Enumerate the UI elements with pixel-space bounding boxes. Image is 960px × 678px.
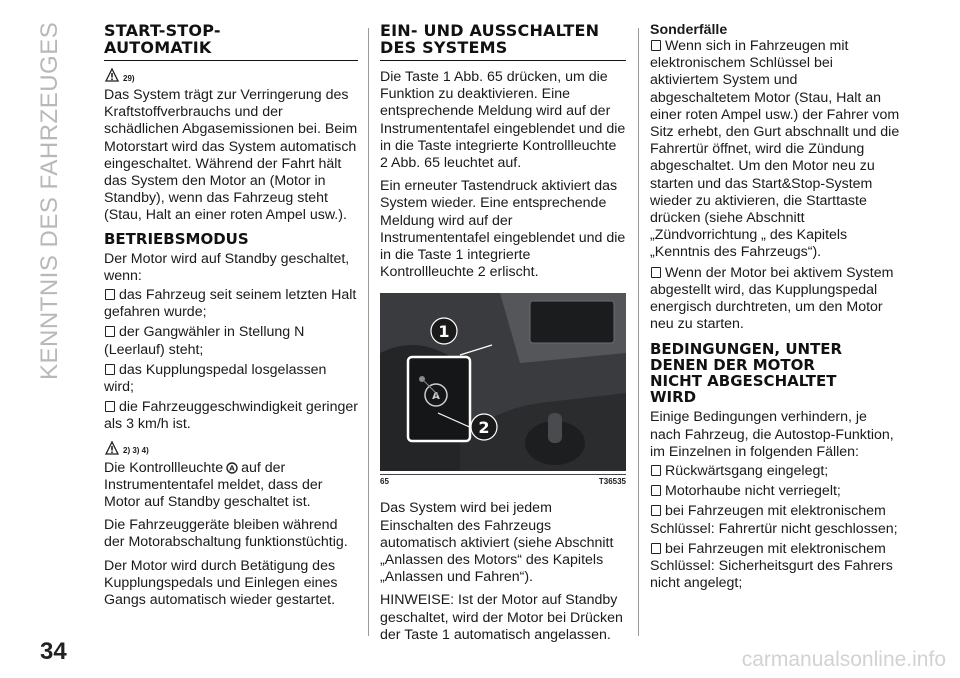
warning-reference (104, 440, 358, 456)
warning-ref-number: 29) (123, 73, 135, 83)
svg-text:A: A (432, 391, 440, 403)
paragraph: Die Fahrzeuggeräte bleiben während der Motorabschaltung funktionstüchtig. (104, 517, 348, 551)
figure-code: T36535 (598, 477, 626, 487)
checkbox-bullet-icon (651, 40, 661, 51)
checkbox-bullet-icon (651, 505, 661, 516)
figure-caption (380, 474, 626, 486)
paragraph: Ein erneuter Tastendruck aktiviert das System wieder. Eine entsprechende Meldung wird auf der Instrumententafel eingeblendet und die in die Taste 1 integrierte Kontrollleuchte 2 erlischt. (380, 178, 626, 281)
list-item: der Gangwähler in Stellung N (Leerlauf) steht; (104, 324, 305, 358)
column-divider (368, 28, 369, 636)
column-1 (104, 22, 358, 615)
paragraph: Das System trägt zur Verringerung des Kraftstoffverbrauchs und der schädlichen Abgasemissionen bei. Beim Motorstart wird das System automatisch eingeschaltet. Während der Fahrt hält das System den Motor an (Motor in Standby), wenn das Fahrzeug steht (Stau, Halt an einer roten Ampel usw.). (104, 87, 358, 224)
start-stop-button-callout (408, 357, 470, 441)
list-item: Wenn sich in Fahrzeugen mit elektronischem Schlüssel bei aktiviertem System und abgeschaltetem Motor (Stau, Halt an einer roten Ampel usw.) der Fahrer vom Sitz erhebt, den Gurt abschnallt und die Fahrertür öffnet, wird die Zündung abgeschaltet. Um den Motor neu zu starten und das Start&Stop-System wieder zu aktivieren, die Starttaste drücken (siehe Abschnitt „Zündvorrichtung „ des Kapitels „Kenntnis des Fahrzeugs“). (650, 38, 900, 261)
column-divider (638, 28, 639, 636)
watermark: carmanualsonline.info (741, 648, 946, 671)
side-chapter-title: KENNTNIS DES FAHRZEUGES (36, 21, 63, 380)
paragraph: Der Motor wird auf Standby geschaltet, wenn: (104, 250, 350, 284)
list-item: Rückwärtsgang eingelegt; (650, 463, 900, 480)
section-title-start-stop: START-STOP- AUTOMATIK (104, 22, 358, 61)
checkbox-bullet-icon (651, 485, 661, 496)
heading-sonderfaelle: Sonderfälle (650, 22, 728, 38)
warning-reference (104, 67, 358, 83)
dashboard-illustration (380, 293, 626, 471)
checkbox-bullet-icon (105, 364, 115, 375)
paragraph: HINWEISE: Ist der Motor auf Standby geschaltet, wird der Motor bei Drücken der Taste 1 automatisch angelassen. (380, 592, 623, 643)
checkbox-bullet-icon (105, 289, 115, 300)
checkbox-bullet-icon (105, 401, 115, 412)
warning-hand-icon (104, 67, 120, 83)
checkbox-bullet-icon (651, 465, 661, 476)
svg-text:A: A (229, 464, 235, 473)
list-item: Motorhaube nicht verriegelt; (650, 483, 900, 500)
warning-hand-icon (104, 440, 120, 456)
figure-label-1 (431, 318, 457, 344)
figure-label-2 (471, 414, 497, 440)
figure-number: 65 (380, 477, 389, 487)
heading-betriebsmodus: BETRIEBSMODUS (104, 229, 249, 248)
list-item: bei Fahrzeugen mit elektronischem Schlüssel: Sicherheitsgurt des Fahrers nicht angelegt; (650, 540, 893, 592)
checkbox-bullet-icon (105, 326, 115, 337)
list-item: bei Fahrzeugen mit elektronischem Schlüssel: Fahrertür nicht geschlossen; (650, 503, 898, 537)
page-number: 34 (40, 638, 67, 665)
figure-65-dashboard-photo (380, 293, 626, 471)
checkbox-bullet-icon (651, 543, 661, 554)
section-title-ein-ausschalten: EIN- UND AUSSCHALTEN DES SYSTEMS (380, 22, 626, 61)
list-item: das Kupplungspedal losgelassen wird; (104, 361, 327, 396)
svg-text:1: 1 (438, 322, 450, 342)
paragraph: Der Motor wird durch Betätigung des Kupplungspedals und Einlegen eines Gangs automatisch wieder gestartet. (104, 557, 338, 609)
heading-bedingungen: BEDINGUNGEN, UNTER DENEN DER MOTOR NICHT ABGESCHALTET WIRD (650, 340, 843, 407)
list-item: das Fahrzeug seit seinem letzten Halt gefahren wurde; (104, 287, 357, 321)
svg-text:2: 2 (478, 418, 490, 438)
paragraph: Die Taste 1 Abb. 65 drücken, um die Funktion zu deaktivieren. Eine entsprechende Meldung wird auf der Instrumententafel eingeblendet und die in die Taste integrierte Kontrollleuchte 2 Abb. 65 leuchtet auf. (380, 69, 626, 172)
auto-stop-indicator-icon (225, 461, 239, 475)
paragraph: Das System wird bei jedem Einschalten des Fahrzeugs automatisch aktiviert (siehe Abschnitt „Anlassen des Motors“ des Kapitels „Anlassen und Fahren“). (380, 500, 614, 586)
checkbox-bullet-icon (651, 267, 661, 278)
list-item: Wenn der Motor bei aktivem System abgestellt wird, das Kupplungspedal energisch durchtreten, um den Motor neu zu starten. (650, 264, 894, 333)
paragraph: Die Kontrollleuchte A auf der Instrumententafel meldet, dass der Motor auf Standby geschaltet ist. (104, 459, 323, 511)
warning-ref-number: 2) 3) 4) (123, 446, 149, 456)
list-item: die Fahrzeuggeschwindigkeit geringer als 3 km/h ist. (104, 399, 358, 433)
column-2 (380, 22, 626, 650)
column-3 (650, 22, 900, 595)
paragraph: Einige Bedingungen verhindern, je nach Fahrzeug, die Autostop-Funktion, im Einzelnen in folgenden Fällen: (650, 409, 894, 460)
